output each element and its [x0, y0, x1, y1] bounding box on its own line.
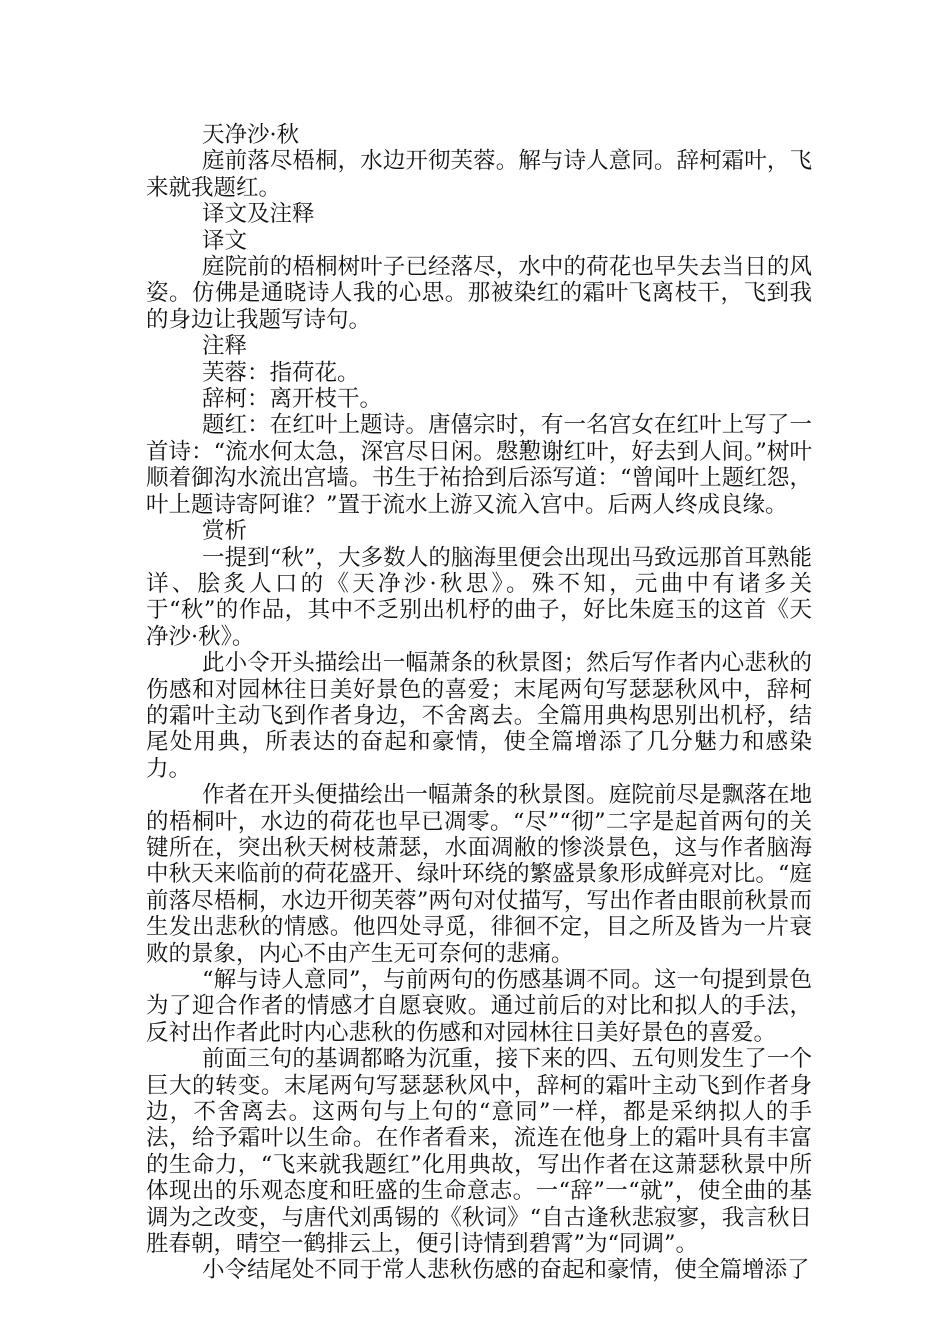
section-heading-translation-notes: 译文及注释 [202, 201, 315, 228]
appreciation-paragraph: “解与诗人意同”，与前两句的伤感基调不同。这一句提到景色为了迎合作者的情感才自愿衰败。通过前后的对比和拟人的手法，反衬出作者此时内心悲秋的伤感和对园林往日美好景色的喜爱。 [146, 967, 812, 1046]
section-heading-appreciation: 赏析 [202, 518, 248, 545]
poem-title: 天净沙·秋 [202, 122, 300, 148]
document-body [146, 122, 812, 1284]
appreciation-paragraph: 小令结尾处不同于常人悲秋伤感的奋起和豪情，使全篇增添了 [202, 1257, 810, 1284]
section-heading-notes: 注释 [202, 333, 248, 360]
translation-text: 庭院前的梧桐树叶子已经落尽，水中的荷花也早失去当日的风姿。仿佛是通晓诗人我的心思。那被染红的霜叶飞离枝干，飞到我的身边让我题写诗句。 [146, 254, 812, 333]
note-item: 辞柯：离开枝干。 [202, 386, 383, 413]
section-heading-translation: 译文 [202, 227, 248, 254]
poem-text: 庭前落尽梧桐，水边开彻芙蓉。解与诗人意同。辞柯霜叶，飞来就我题红。 [146, 148, 812, 201]
note-item: 题红：在红叶上题诗。唐僖宗时，有一名宫女在红叶上写了一首诗：“流水何太急，深宫尽日闲。慇懃谢红叶，好去到人间。”树叶顺着御沟水流出宫墙。书生于祐拾到后添写道：“曾闻叶上题红怨，叶上题诗寄阿谁？”置于流水上游又流入宫中。后两人终成良缘。 [146, 412, 812, 518]
appreciation-paragraph: 作者在开头便描绘出一幅萧条的秋景图。庭院前尽是飘落在地的梧桐叶，水边的荷花也早已凋零。“尽”“彻”二字是起首两句的关键所在，突出秋天树枝萧瑟，水面凋敝的惨淡景色，这与作者脑海中秋天来临前的荷花盛开、绿叶环绕的繁盛景象形成鲜亮对比。“庭前落尽梧桐，水边开彻芙蓉”两句对仗描写，写出作者由眼前秋景而生发出悲秋的情感。他四处寻觅，徘徊不定，目之所及皆为一片衰败的景象，内心不由产生无可奈何的悲痛。 [146, 782, 812, 967]
appreciation-paragraph: 前面三句的基调都略为沉重，接下来的四、五句则发生了一个巨大的转变。末尾两句写瑟瑟秋风中，辞柯的霜叶主动飞到作者身边，不舍离去。这两句与上句的“意同”一样，都是采纳拟人的手法，给予霜叶以生命。在作者看来，流连在他身上的霜叶具有丰富的生命力，“飞来就我题红”化用典故，写出作者在这萧瑟秋景中所体现出的乐观态度和旺盛的生命意志。一“辞”一“就”，使全曲的基调为之改变，与唐代刘禹锡的《秋词》“自古逢秋悲寂寥，我言秋日胜春朝，晴空一鹤排云上，便引诗情到碧霄”为“同调”。 [146, 1046, 812, 1258]
appreciation-paragraph: 此小令开头描绘出一幅萧条的秋景图；然后写作者内心悲秋的伤感和对园林往日美好景色的喜爱；末尾两句写瑟瑟秋风中，辞柯的霜叶主动飞到作者身边，不舍离去。全篇用典构思别出机杼，结尾处用典，所表达的奋起和豪情，使全篇增添了几分魅力和感染力。 [146, 650, 812, 782]
note-item: 芙蓉：指荷花。 [202, 359, 360, 386]
appreciation-paragraph: 一提到“秋”，大多数人的脑海里便会出现出马致远那首耳熟能详、脍炙人口的《天净沙·秋思》。殊不知，元曲中有诸多关于“秋”的作品，其中不乏别出机杼的曲子，好比朱庭玉的这首《天净沙·秋》。 [146, 544, 812, 650]
